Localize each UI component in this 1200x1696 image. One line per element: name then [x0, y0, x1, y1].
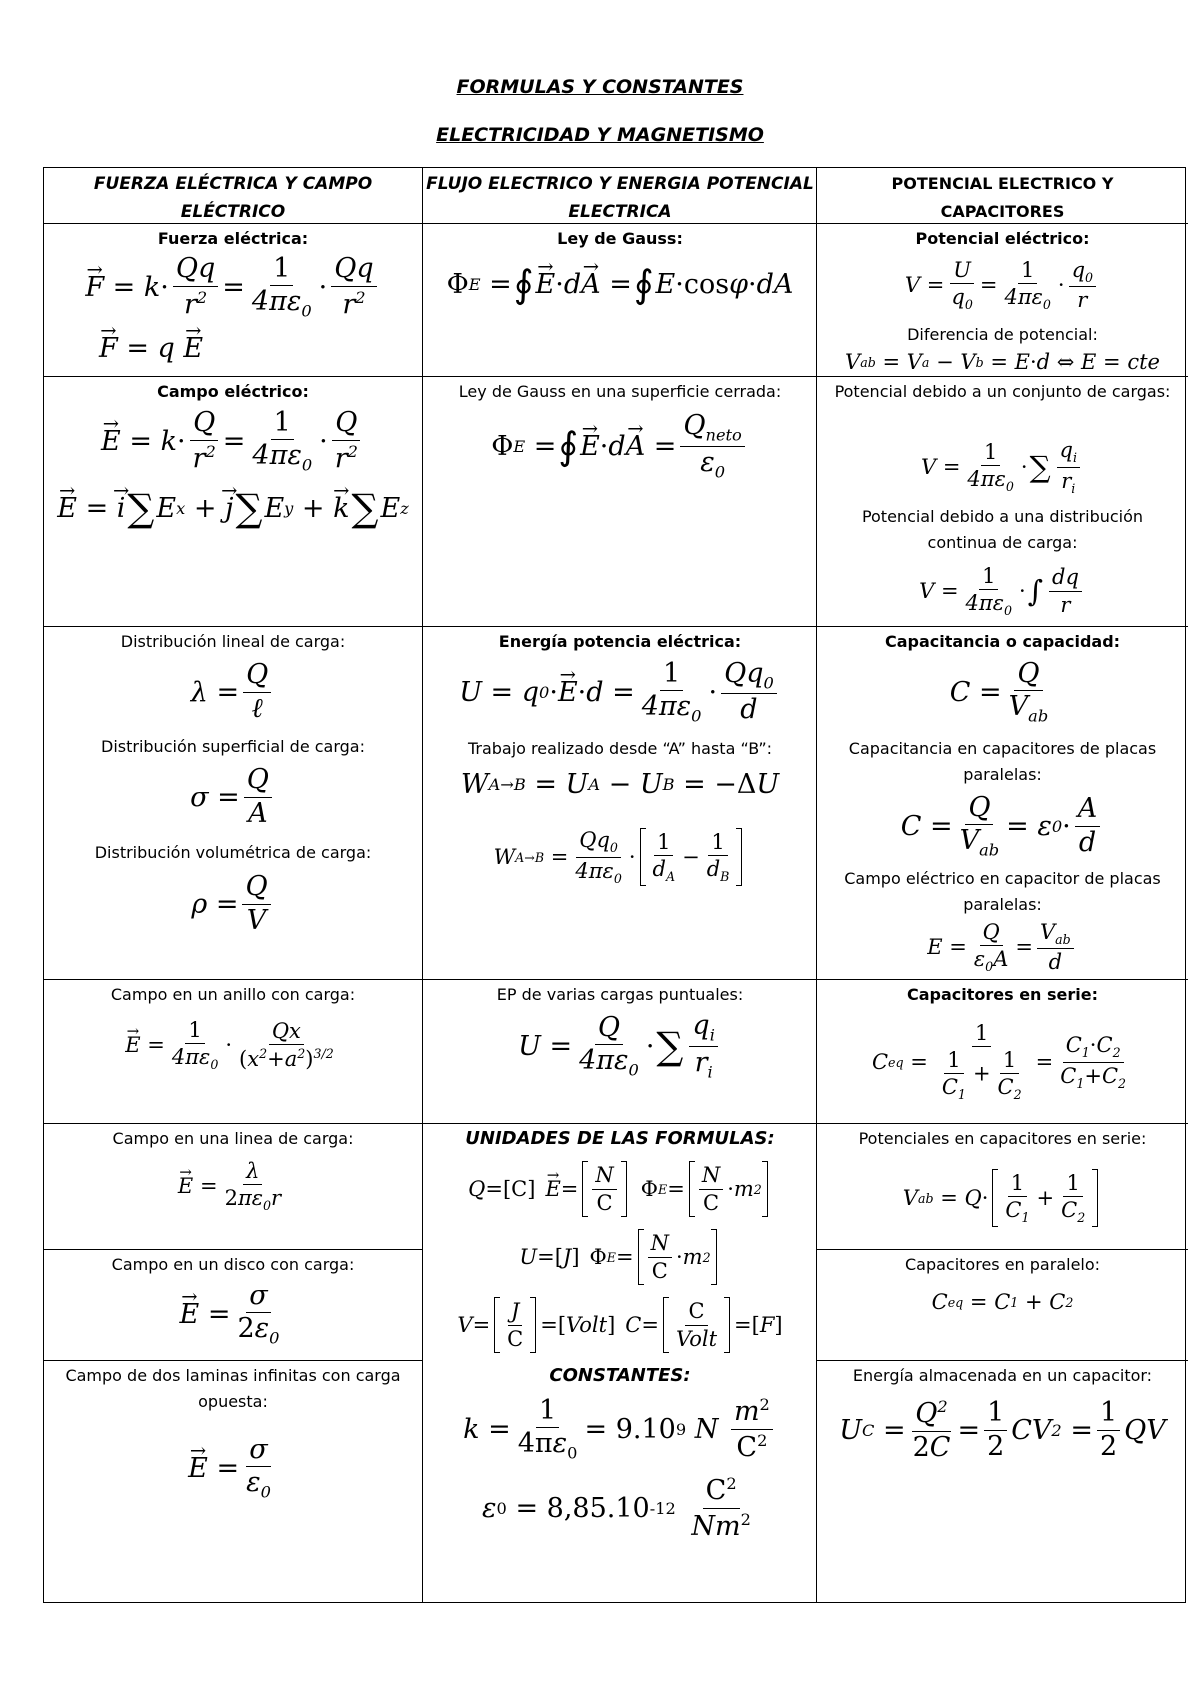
page-subtitle: ELECTRICIDAD Y MAGNETISMO — [436, 124, 764, 146]
divider — [423, 1123, 817, 1124]
divider — [44, 979, 422, 980]
divider — [423, 376, 817, 377]
formula-rho: ρ = $\frac{Q}{V}$ — [44, 868, 422, 940]
formula-sigma: σ = $\frac{Q}{A}$ — [44, 761, 422, 833]
label-campo-placas: Campo eléctrico en capacitor de placas paralelas: — [844, 869, 1161, 914]
label-pot-serie: Potenciales en capacitores en serie: — [858, 1129, 1147, 1148]
formula-campo-placas: E = $\frac{Q}{\varepsilon_0A}$ = $V_{ab}$ d — [817, 918, 1188, 976]
units-row-2: U =[ J ] Φ E = N C · m 2 — [423, 1228, 817, 1286]
column-fuerza-campo — [44, 168, 422, 1602]
k-exponent: 9 — [675, 1419, 687, 1439]
formula-table — [43, 167, 1186, 1603]
label-continua: Potencial debido a una distribución continua de carga: — [861, 507, 1144, 552]
label-dist-volumetrica: Distribución volumétrica de carga: — [94, 843, 372, 862]
divider — [423, 626, 817, 627]
formula-diferencia: V ab = V a − V b = E · d ⇔ E = cte — [845, 350, 1160, 374]
divider — [423, 223, 817, 224]
formula-fuerza-coulomb: → F = k · $\frac{Qq}{r^2}$ = $\frac{1}{4\pi\varepsilon_0}$ · Qq $r^2$ — [44, 252, 422, 322]
label-ep-varias: EP de varias cargas puntuales: — [496, 985, 744, 1004]
label-capacitancia: Capacitancia o capacidad: — [884, 632, 1121, 651]
formula-fuerza-campo: → F = q → E — [44, 328, 422, 368]
divider — [817, 979, 1188, 980]
formula-ep-varias: U = $\frac{Q}{4\pi\varepsilon_0}$ · ∑ $q_i$ $r_i$ — [423, 1010, 817, 1082]
label-laminas: Campo de dos laminas infinitas con carga opuesta: — [65, 1366, 401, 1411]
label-dist-lineal: Distribución lineal de carga: — [120, 632, 346, 651]
header-col3: POTENCIAL ELECTRICO Y CAPACITORES — [891, 174, 1114, 221]
label-anillo: Campo en un anillo con carga: — [110, 985, 356, 1004]
divider — [44, 376, 422, 377]
divider — [44, 626, 422, 627]
formula-paralelo: C eq = C 1 + C 2 — [931, 1290, 1074, 1314]
formula-placas: C = Q $V_{ab}$ = ε 0 · A d — [817, 790, 1188, 862]
label-serie: Capacitores en serie: — [906, 985, 1099, 1004]
formula-disco: → E = $\frac{\sigma}{2\varepsilon_0}$ — [44, 1278, 422, 1350]
formula-energia: U = q 0 · → E · d = $\frac{1}{4\pi\varepsilon_0}$ · $Qq_0$ d — [423, 656, 817, 728]
divider — [423, 979, 817, 980]
label-constantes: CONSTANTES: — [549, 1365, 691, 1386]
divider — [44, 1360, 422, 1361]
divider — [44, 1249, 422, 1250]
label-linea: Campo en una linea de carga: — [112, 1129, 354, 1148]
label-energia: Energía potencia eléctrica: — [498, 632, 742, 651]
formula-linea: → E = $\frac{\lambda}{2\pi\varepsilon_0r}$ — [44, 1153, 422, 1219]
formula-gauss: Φ E = ∮ → E · d → A = ∮ E ·cos φ · dA — [423, 256, 817, 312]
formula-trabajo-diferencia: W A→B = U A − U B = −Δ U — [460, 768, 780, 800]
divider — [817, 1360, 1188, 1361]
label-diferencia: Diferencia de potencial: — [907, 325, 1098, 344]
units-row-1: Q =[C] → E = N C Φ E = N C · m 2 — [423, 1160, 817, 1218]
label-unidades: UNIDADES DE LAS FORMULAS: — [465, 1128, 775, 1149]
divider — [817, 1249, 1188, 1250]
label-fuerza: Fuerza eléctrica: — [157, 229, 309, 248]
header-col2: FLUJO ELECTRICO Y ENERGIA POTENCIAL ELECTRICA — [426, 174, 814, 222]
label-paralelo: Capacitores en paralelo: — [904, 1255, 1101, 1274]
constant-epsilon: ε 0 = 8,85.10 -12 $C^2$ Nm$^2$ — [482, 1474, 751, 1542]
label-dist-superficial: Distribución superficial de carga: — [101, 737, 365, 756]
formula-trabajo-cargas: W A→B = $\frac{Qq_0}{4\pi\varepsilon_0}$ · 1 $d_A$ − $\frac{1}{d_B}$ — [423, 814, 817, 900]
formula-laminas: → E = $\frac{\sigma}{\varepsilon_0}$ — [44, 1430, 422, 1506]
label-potencial: Potencial eléctrico: — [915, 229, 1090, 248]
divider — [44, 223, 422, 224]
divider — [817, 223, 1188, 224]
label-gauss: Ley de Gauss: — [557, 229, 683, 248]
column-potencial-capacitores — [816, 168, 1188, 1602]
formula-conjunto: V = $\frac{1}{4\pi\varepsilon_0}$ · ∑ $q_i$ $r_i$ — [817, 434, 1188, 500]
label-conjunto: Potencial debido a un conjunto de cargas: — [834, 382, 1171, 401]
formula-serie: C eq = 1 $\frac{1}{C_1}$ + $\frac{1}{C_2}$ = $\frac{C_1\cdot C_2}{C_1+C_2}$ — [871, 1021, 1127, 1103]
label-energia-almacenada: Energía almacenada en un capacitor: — [852, 1366, 1153, 1385]
divider — [817, 1123, 1188, 1124]
formula-potencial: V = $\frac{U}{q_0}$ = $\frac{1}{4\pi\varepsilon_0}$ · $q_0$ r — [817, 252, 1188, 318]
formula-lambda: λ = Q ℓ — [44, 656, 422, 728]
eps-exponent: -12 — [649, 1498, 676, 1518]
page-title: FORMULAS Y CONSTANTES — [456, 76, 744, 98]
label-campo: Campo eléctrico: — [157, 382, 309, 401]
constant-k: k = 1 $4\pi\varepsilon_0$ = 9.10 9 N $m^2$ $C^2$ — [423, 1393, 817, 1465]
formula-campo-componentes: → E = → i ∑ E x + → j ∑ E y + → k ∑ E z — [44, 486, 422, 530]
divider — [44, 1123, 422, 1124]
formula-continua: V = $\frac{1}{4\pi\varepsilon_0}$ · ∫ dq r — [817, 558, 1188, 624]
k-value: 9.10 — [615, 1413, 676, 1445]
formula-campo-electrico: → E = k · $\frac{Q}{r^2}$ = $\frac{1}{4\pi\varepsilon_0}$ · Q $r^2$ — [44, 406, 422, 476]
formula-pot-serie: V ab = Q · 1 $C_1$ + $\frac{1}{C_2}$ — [817, 1156, 1188, 1240]
divider — [817, 626, 1188, 627]
formula-energia-almacenada: U C = $\frac{Q^2}{2C}$ = $\frac{1}{2}$ CV 2 = $\frac{1}{2}$ QV — [839, 1397, 1166, 1463]
units-row-3: V = J C =[ Volt ] C = C Volt =[ F ] — [457, 1299, 783, 1351]
header-col1: FUERZA ELÉCTRICA Y CAMPO ELÉCTRICO — [93, 174, 373, 222]
formula-gauss-cerrada: Φ E = ∮ → E · d → A = $Q_{neto}$ $\varepsilon_0$ — [423, 408, 817, 484]
label-placas: Capacitancia en capacitores de placas paralelas: — [848, 739, 1157, 784]
formula-anillo: → E = $\frac{1}{4\pi\varepsilon_0}$ · Qx $(x^2+a^2)^{3/2}$ — [44, 1010, 422, 1080]
divider — [817, 376, 1188, 377]
eps-value: 8,85.10 — [546, 1492, 650, 1524]
column-flujo-energia — [422, 168, 817, 1602]
label-disco: Campo en un disco con carga: — [111, 1255, 355, 1274]
label-trabajo: Trabajo realizado desde “A” hasta “B”: — [467, 739, 773, 758]
label-gauss-cerrada: Ley de Gauss en una superficie cerrada: — [458, 382, 782, 401]
formula-capacitancia: C = Q $V_{ab}$ — [949, 657, 1049, 726]
